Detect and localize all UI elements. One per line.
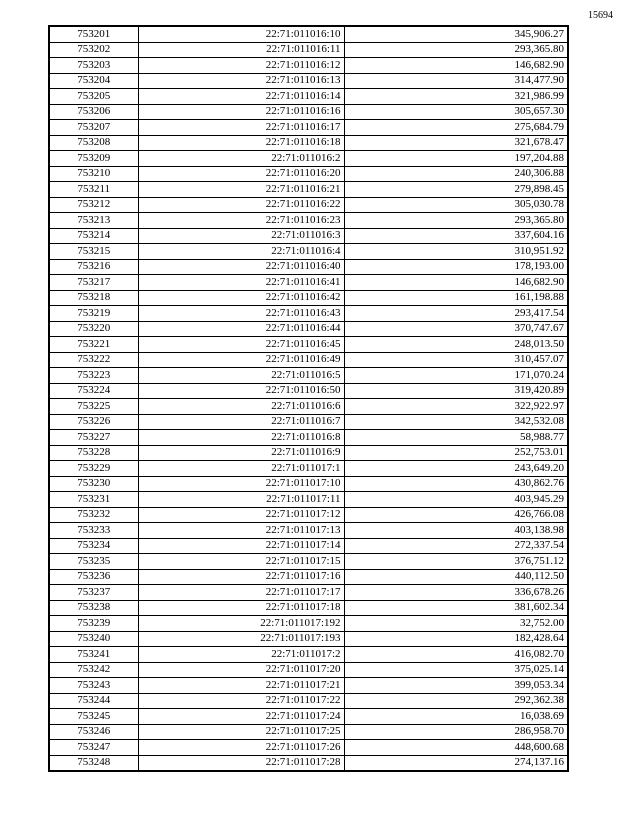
row-number-cell: 753216 [49, 259, 138, 275]
table-row [49, 166, 568, 182]
row-number-cell: 753208 [49, 135, 138, 151]
amount-cell: 305,030.78 [344, 197, 568, 213]
table-row [49, 492, 568, 508]
amount-cell: 345,906.27 [344, 26, 568, 42]
table-row [49, 228, 568, 244]
amount-cell: 440,112.50 [344, 569, 568, 585]
table-row [49, 476, 568, 492]
cadastral-number-cell: 22:71:011016:22 [138, 197, 344, 213]
table-row [49, 26, 568, 42]
row-number-cell: 753217 [49, 275, 138, 291]
table-row [49, 445, 568, 461]
row-number-cell: 753201 [49, 26, 138, 42]
row-number-cell: 753213 [49, 213, 138, 229]
table-row [49, 213, 568, 229]
amount-cell: 336,678.26 [344, 585, 568, 601]
amount-cell: 58,988.77 [344, 430, 568, 446]
cadastral-number-cell: 22:71:011016:12 [138, 58, 344, 74]
amount-cell: 293,365.80 [344, 42, 568, 58]
row-number-cell: 753234 [49, 538, 138, 554]
row-number-cell: 753237 [49, 585, 138, 601]
amount-cell: 403,138.98 [344, 523, 568, 539]
row-number-cell: 753232 [49, 507, 138, 523]
row-number-cell: 753230 [49, 476, 138, 492]
cadastral-number-cell: 22:71:011017:11 [138, 492, 344, 508]
amount-cell: 272,337.54 [344, 538, 568, 554]
cadastral-number-cell: 22:71:011016:14 [138, 89, 344, 105]
table-row [49, 368, 568, 384]
cadastral-number-cell: 22:71:011016:10 [138, 26, 344, 42]
row-number-cell: 753203 [49, 58, 138, 74]
cadastral-number-cell: 22:71:011017:18 [138, 600, 344, 616]
cadastral-number-cell: 22:71:011016:41 [138, 275, 344, 291]
row-number-cell: 753246 [49, 724, 138, 740]
amount-cell: 274,137.16 [344, 755, 568, 771]
amount-cell: 293,365.80 [344, 213, 568, 229]
table-row [49, 662, 568, 678]
row-number-cell: 753233 [49, 523, 138, 539]
amount-cell: 342,532.08 [344, 414, 568, 430]
table-row [49, 631, 568, 647]
cadastral-number-cell: 22:71:011016:5 [138, 368, 344, 384]
cadastral-number-cell: 22:71:011016:7 [138, 414, 344, 430]
amount-cell: 178,193.00 [344, 259, 568, 275]
table-row [49, 507, 568, 523]
cadastral-number-cell: 22:71:011016:40 [138, 259, 344, 275]
amount-cell: 375,025.14 [344, 662, 568, 678]
amount-cell: 319,420.89 [344, 383, 568, 399]
table-row [49, 709, 568, 725]
amount-cell: 321,678.47 [344, 135, 568, 151]
cadastral-number-cell: 22:71:011017:1 [138, 461, 344, 477]
table-row [49, 120, 568, 136]
table-row [49, 42, 568, 58]
cadastral-number-cell: 22:71:011017:13 [138, 523, 344, 539]
row-number-cell: 753225 [49, 399, 138, 415]
row-number-cell: 753242 [49, 662, 138, 678]
amount-cell: 252,753.01 [344, 445, 568, 461]
cadastral-number-cell: 22:71:011016:49 [138, 352, 344, 368]
cadastral-number-cell: 22:71:011016:16 [138, 104, 344, 120]
table-row [49, 724, 568, 740]
amount-cell: 197,204.88 [344, 151, 568, 167]
row-number-cell: 753214 [49, 228, 138, 244]
row-number-cell: 753239 [49, 616, 138, 632]
cadastral-number-cell: 22:71:011016:8 [138, 430, 344, 446]
cadastral-number-cell: 22:71:011016:2 [138, 151, 344, 167]
table-row [49, 414, 568, 430]
amount-cell: 376,751.12 [344, 554, 568, 570]
amount-cell: 146,682.90 [344, 58, 568, 74]
table-row [49, 600, 568, 616]
table-row [49, 569, 568, 585]
table-row [49, 104, 568, 120]
amount-cell: 381,602.34 [344, 600, 568, 616]
cadastral-number-cell: 22:71:011017:21 [138, 678, 344, 694]
cadastral-number-cell: 22:71:011016:18 [138, 135, 344, 151]
row-number-cell: 753205 [49, 89, 138, 105]
table-row [49, 259, 568, 275]
amount-cell: 426,766.08 [344, 507, 568, 523]
page-number: 15694 [588, 10, 613, 21]
row-number-cell: 753218 [49, 290, 138, 306]
cadastral-number-cell: 22:71:011017:10 [138, 476, 344, 492]
table-row [49, 740, 568, 756]
table-row [49, 244, 568, 260]
row-number-cell: 753240 [49, 631, 138, 647]
cadastral-number-cell: 22:71:011016:20 [138, 166, 344, 182]
cadastral-number-cell: 22:71:011016:50 [138, 383, 344, 399]
amount-cell: 403,945.29 [344, 492, 568, 508]
cadastral-number-cell: 22:71:011017:17 [138, 585, 344, 601]
row-number-cell: 753212 [49, 197, 138, 213]
row-number-cell: 753204 [49, 73, 138, 89]
row-number-cell: 753238 [49, 600, 138, 616]
row-number-cell: 753207 [49, 120, 138, 136]
cadastral-number-cell: 22:71:011016:44 [138, 321, 344, 337]
row-number-cell: 753244 [49, 693, 138, 709]
cadastral-number-cell: 22:71:011017:16 [138, 569, 344, 585]
amount-cell: 310,457.07 [344, 352, 568, 368]
row-number-cell: 753215 [49, 244, 138, 260]
table-row [49, 755, 568, 771]
cadastral-number-cell: 22:71:011016:21 [138, 182, 344, 198]
amount-cell: 161,198.88 [344, 290, 568, 306]
row-number-cell: 753229 [49, 461, 138, 477]
row-number-cell: 753235 [49, 554, 138, 570]
table-row [49, 73, 568, 89]
row-number-cell: 753245 [49, 709, 138, 725]
cadastral-number-cell: 22:71:011016:13 [138, 73, 344, 89]
amount-cell: 314,477.90 [344, 73, 568, 89]
table-row [49, 58, 568, 74]
cadastral-number-cell: 22:71:011016:23 [138, 213, 344, 229]
cadastral-number-cell: 22:71:011017:12 [138, 507, 344, 523]
amount-cell: 16,038.69 [344, 709, 568, 725]
table-row [49, 337, 568, 353]
table-row [49, 523, 568, 539]
row-number-cell: 753223 [49, 368, 138, 384]
amount-cell: 321,986.99 [344, 89, 568, 105]
table-row [49, 647, 568, 663]
row-number-cell: 753241 [49, 647, 138, 663]
row-number-cell: 753219 [49, 306, 138, 322]
amount-cell: 240,306.88 [344, 166, 568, 182]
cadastral-number-cell: 22:71:011016:43 [138, 306, 344, 322]
amount-cell: 430,862.76 [344, 476, 568, 492]
row-number-cell: 753209 [49, 151, 138, 167]
row-number-cell: 753231 [49, 492, 138, 508]
row-number-cell: 753248 [49, 755, 138, 771]
cadastral-number-cell: 22:71:011017:2 [138, 647, 344, 663]
amount-cell: 322,922.97 [344, 399, 568, 415]
table-body [49, 26, 568, 771]
amount-cell: 337,604.16 [344, 228, 568, 244]
amount-cell: 279,898.45 [344, 182, 568, 198]
table-row [49, 693, 568, 709]
cadastral-number-cell: 22:71:011016:4 [138, 244, 344, 260]
amount-cell: 32,752.00 [344, 616, 568, 632]
row-number-cell: 753211 [49, 182, 138, 198]
cadastral-number-cell: 22:71:011017:22 [138, 693, 344, 709]
cadastral-number-cell: 22:71:011016:6 [138, 399, 344, 415]
row-number-cell: 753226 [49, 414, 138, 430]
cadastral-number-cell: 22:71:011017:24 [138, 709, 344, 725]
row-number-cell: 753243 [49, 678, 138, 694]
amount-cell: 310,951.92 [344, 244, 568, 260]
cadastral-number-cell: 22:71:011016:9 [138, 445, 344, 461]
table-row [49, 352, 568, 368]
row-number-cell: 753236 [49, 569, 138, 585]
table-row [49, 399, 568, 415]
cadastral-number-cell: 22:71:011016:11 [138, 42, 344, 58]
amount-cell: 286,958.70 [344, 724, 568, 740]
table-row [49, 430, 568, 446]
row-number-cell: 753210 [49, 166, 138, 182]
amount-cell: 292,362.38 [344, 693, 568, 709]
table-row [49, 383, 568, 399]
table-row [49, 306, 568, 322]
amount-cell: 146,682.90 [344, 275, 568, 291]
table-row [49, 182, 568, 198]
cadastral-number-cell: 22:71:011017:193 [138, 631, 344, 647]
row-number-cell: 753228 [49, 445, 138, 461]
row-number-cell: 753227 [49, 430, 138, 446]
table-row [49, 616, 568, 632]
row-number-cell: 753222 [49, 352, 138, 368]
table-row [49, 275, 568, 291]
cadastral-number-cell: 22:71:011017:26 [138, 740, 344, 756]
table-row [49, 554, 568, 570]
table-row [49, 321, 568, 337]
table-row [49, 290, 568, 306]
row-number-cell: 753202 [49, 42, 138, 58]
amount-cell: 182,428.64 [344, 631, 568, 647]
cadastral-number-cell: 22:71:011016:42 [138, 290, 344, 306]
amount-cell: 171,070.24 [344, 368, 568, 384]
table-row [49, 538, 568, 554]
amount-cell: 293,417.54 [344, 306, 568, 322]
row-number-cell: 753224 [49, 383, 138, 399]
cadastral-number-cell: 22:71:011017:28 [138, 755, 344, 771]
table-row [49, 461, 568, 477]
amount-cell: 448,600.68 [344, 740, 568, 756]
cadastral-number-cell: 22:71:011017:20 [138, 662, 344, 678]
table-row [49, 197, 568, 213]
table-row [49, 678, 568, 694]
row-number-cell: 753221 [49, 337, 138, 353]
amount-cell: 305,657.30 [344, 104, 568, 120]
amount-cell: 370,747.67 [344, 321, 568, 337]
table-row [49, 89, 568, 105]
table-row [49, 135, 568, 151]
cadastral-number-cell: 22:71:011017:14 [138, 538, 344, 554]
table-row [49, 585, 568, 601]
table-row [49, 151, 568, 167]
cadastral-number-cell: 22:71:011016:17 [138, 120, 344, 136]
amount-cell: 399,053.34 [344, 678, 568, 694]
cadastral-number-cell: 22:71:011017:25 [138, 724, 344, 740]
cadastral-value-table [48, 25, 569, 772]
amount-cell: 275,684.79 [344, 120, 568, 136]
row-number-cell: 753220 [49, 321, 138, 337]
cadastral-number-cell: 22:71:011016:45 [138, 337, 344, 353]
row-number-cell: 753247 [49, 740, 138, 756]
amount-cell: 248,013.50 [344, 337, 568, 353]
cadastral-number-cell: 22:71:011017:15 [138, 554, 344, 570]
cadastral-number-cell: 22:71:011017:192 [138, 616, 344, 632]
amount-cell: 416,082.70 [344, 647, 568, 663]
row-number-cell: 753206 [49, 104, 138, 120]
cadastral-number-cell: 22:71:011016:3 [138, 228, 344, 244]
amount-cell: 243,649.20 [344, 461, 568, 477]
